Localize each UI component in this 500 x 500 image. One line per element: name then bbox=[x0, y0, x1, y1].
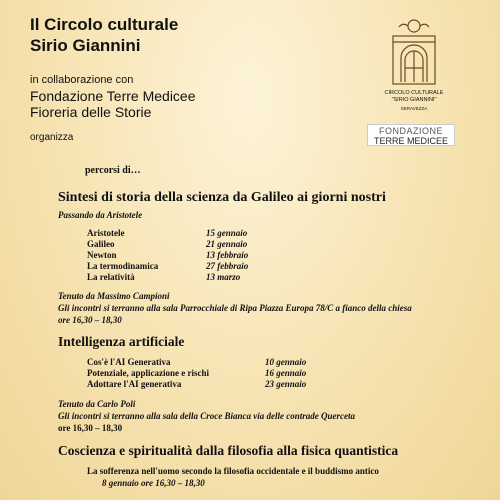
list-item-date: 13 febbraio bbox=[206, 250, 249, 260]
list-item-date: 16 gennaio bbox=[265, 368, 307, 378]
section3-title: Coscienza e spiritualità dalla filosofia alla fisica quantistica bbox=[58, 443, 399, 458]
list-item-name: La relatività bbox=[87, 272, 135, 282]
section1-title: Sintesi di storia della scienza da Galileo ai giorni nostri bbox=[58, 190, 386, 205]
logo-place: SERAVEZZA bbox=[400, 106, 428, 111]
section1-location: Gli incontri si terranno alla sala Parrocchiale di Ripa Piazza Europa 78/C a fianco della chiesa bbox=[58, 303, 412, 313]
section2-location: Gli incontri si terranno alla sala della Croce Bianca via delle contrade Querceta bbox=[58, 411, 355, 421]
list-item-date: 23 gennaio bbox=[265, 379, 307, 389]
list-item-name: Cos'è l'AI Generativa bbox=[87, 357, 171, 367]
organizza-label: organizza bbox=[30, 132, 74, 143]
list-item-name: Aristotele bbox=[87, 228, 125, 238]
partner-org-2: Fioreria delle Storie bbox=[30, 104, 152, 120]
title-line-2: Sirio Giannini bbox=[30, 36, 141, 55]
list-item-date: 15 gennaio bbox=[206, 228, 248, 238]
list-item-name: Galileo bbox=[87, 239, 115, 249]
logo-line-1: CIRCOLO CULTURALE bbox=[384, 90, 444, 96]
organizer-title bbox=[30, 14, 178, 56]
circolo-logo bbox=[372, 18, 456, 113]
list-item-name: La termodinamica bbox=[87, 261, 159, 271]
section2-hours: ore 16,30 – 18,30 bbox=[58, 423, 123, 433]
logo-caption bbox=[372, 90, 456, 113]
list-item-name: Adottare l'AI generativa bbox=[87, 379, 182, 389]
fondazione-badge-top: FONDAZIONE bbox=[378, 126, 443, 136]
title-line-1: Il Circolo culturale bbox=[30, 15, 179, 34]
section2-details bbox=[58, 398, 355, 434]
list-item-date: 21 gennaio bbox=[206, 239, 248, 249]
list-item-date: 10 gennaio bbox=[265, 357, 307, 367]
section3-item-date: 8 gennaio ore 16,30 – 18,30 bbox=[102, 478, 205, 488]
list-item-name: Potenziale, applicazione e rischi bbox=[87, 368, 209, 378]
section1-subtitle: Passando da Aristotele bbox=[58, 210, 143, 220]
section1-hours: ore 16,30 – 18,30 bbox=[58, 315, 122, 325]
section1-held-by: Tenuto da Massimo Campioni bbox=[58, 291, 170, 301]
intro-text: percorsi di… bbox=[85, 165, 141, 176]
logo-line-2: "SIRIO GIANNINI" bbox=[391, 96, 437, 103]
list-item-date: 27 febbraio bbox=[206, 261, 249, 271]
partner-org-1: Fondazione Terre Medicee bbox=[30, 88, 196, 104]
collaboration-label: in collaborazione con bbox=[30, 74, 134, 86]
section2-title: Intelligenza artificiale bbox=[58, 334, 185, 349]
section2-held-by: Tenuto da Carlo Poli bbox=[58, 399, 136, 409]
section1-details bbox=[58, 290, 412, 326]
building-facade-icon bbox=[389, 18, 439, 88]
list-item-date: 13 marzo bbox=[206, 272, 241, 282]
fondazione-badge-bottom: TERRE MEDICEE bbox=[373, 136, 448, 146]
section3-item-title: La sofferenza nell'uomo secondo la filosofia occidentale e il buddismo antico bbox=[87, 466, 379, 476]
fondazione-badge bbox=[367, 124, 455, 146]
list-item-name: Newton bbox=[87, 250, 117, 260]
